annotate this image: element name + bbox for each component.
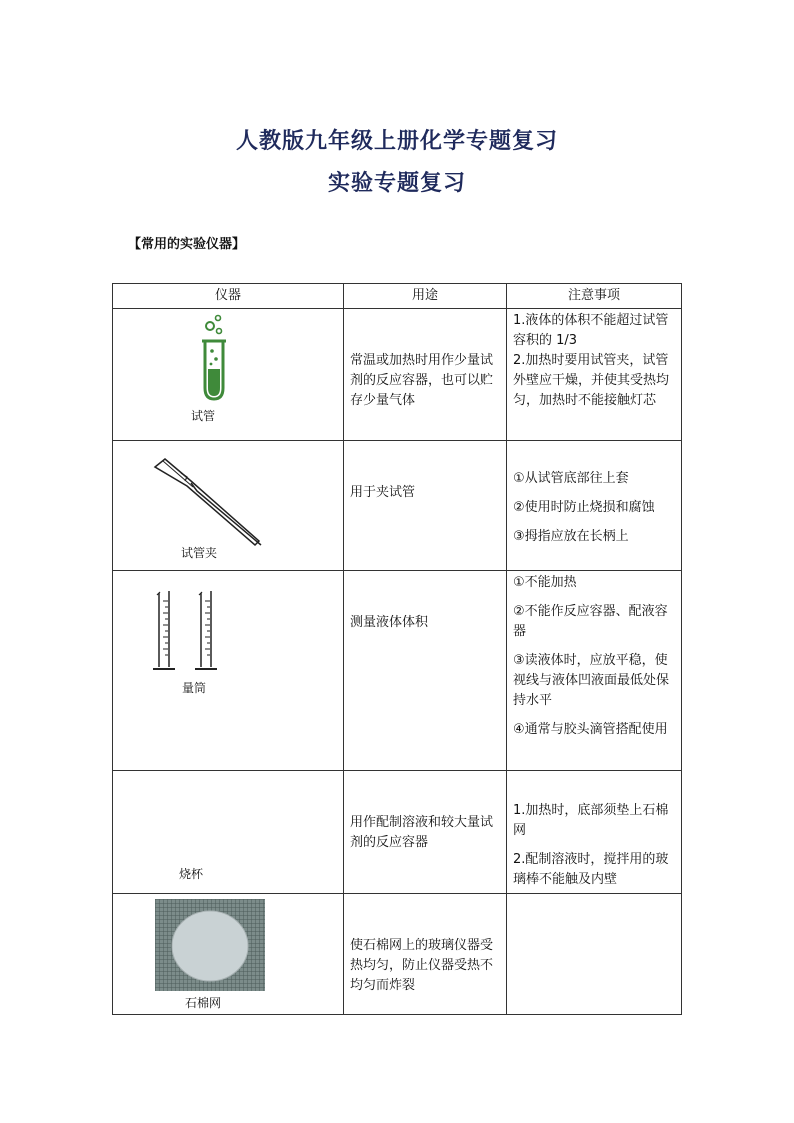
table-row [113, 309, 682, 441]
header-notes: 注意事项 [507, 284, 682, 309]
usage-text: 常温或加热时用作少量试剂的反应容器，也可以贮存少量气体 [350, 353, 494, 408]
notes-cell [507, 894, 682, 1015]
header-usage: 用途 [344, 284, 507, 309]
note-item: ④通常与胶头滴管搭配使用 [513, 722, 668, 737]
note-item: ③读液体时，应放平稳，使视线与液体凹液面最低处保持水平 [513, 653, 670, 708]
usage-text: 使石棉网上的玻璃仪器受热均匀，防止仪器受热不均匀而炸裂 [350, 938, 494, 993]
usage-text: 用作配制溶液和较大量试剂的反应容器 [350, 815, 494, 850]
instrument-cell [113, 571, 344, 771]
note-item: 2.加热时要用试管夹，试管外壁应干燥，并使其受热均匀，加热时不能接触灯芯 [513, 353, 670, 408]
notes-cell [507, 441, 682, 571]
notes-cell [507, 309, 682, 441]
page-title: 人教版九年级上册化学专题复习 [235, 128, 558, 154]
usage-cell [344, 894, 507, 1015]
notes-cell [507, 571, 682, 771]
instrument-cell [113, 441, 344, 571]
instrument-cell [113, 894, 344, 1015]
note-item: ①不能加热 [513, 575, 577, 590]
usage-cell [344, 771, 507, 894]
header-instrument: 仪器 [113, 284, 344, 309]
instrument-name: 石棉网 [185, 996, 222, 1010]
instrument-name: 试管夹 [181, 546, 218, 560]
note-item: 1.加热时，底部须垫上石棉网 [513, 803, 669, 838]
instrument-name: 试管 [191, 409, 216, 423]
usage-text: 用于夹试管 [350, 485, 416, 500]
notes-cell [507, 771, 682, 894]
usage-cell [344, 309, 507, 441]
instrument-cell [113, 771, 344, 894]
table-row [113, 441, 682, 571]
section-heading: 【常用的实验仪器】 [128, 237, 246, 252]
test-tube-icon [197, 313, 237, 403]
asbestos-gauze-icon [155, 899, 265, 991]
table-row [113, 894, 682, 1015]
beaker-icon [173, 791, 174, 792]
page-subtitle: 实验专题复习 [327, 170, 466, 196]
instrument-name: 量筒 [182, 681, 207, 695]
graduated-cylinder-icon [151, 589, 231, 675]
table-row [113, 571, 682, 771]
usage-cell [344, 571, 507, 771]
instrument-cell [113, 309, 344, 441]
instrument-name: 烧杯 [179, 867, 204, 881]
note-item: 2.配制溶液时，搅拌用的玻璃棒不能触及内壁 [513, 852, 669, 887]
table-row [113, 771, 682, 894]
note-item: 1.液体的体积不能超过试管容积的 1/3 [513, 313, 669, 348]
usage-cell [344, 441, 507, 571]
note-item: ③拇指应放在长柄上 [513, 529, 629, 544]
usage-text: 测量液体体积 [350, 615, 429, 630]
instrument-table [112, 283, 682, 1015]
note-item: ①从试管底部往上套 [513, 471, 629, 486]
table-header-row [113, 284, 682, 309]
note-item: ②不能作反应容器、配液容器 [513, 604, 668, 639]
test-tube-holder-icon [151, 453, 271, 548]
note-item: ②使用时防止烧损和腐蚀 [513, 500, 655, 515]
